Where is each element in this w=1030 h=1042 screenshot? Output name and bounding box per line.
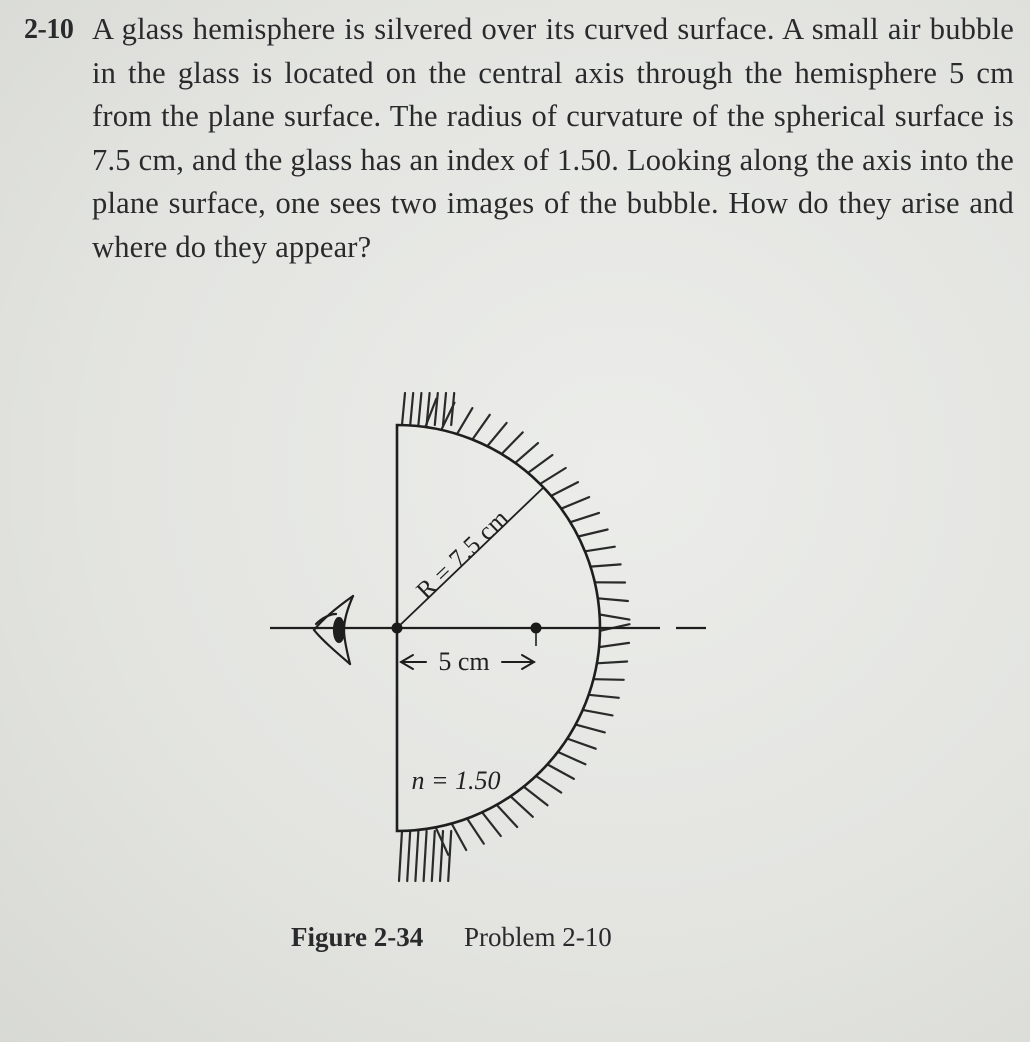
hatch-mark: [482, 812, 501, 836]
hatch-mark: [593, 679, 623, 680]
hatch-mark: [599, 643, 629, 647]
hatch-mark: [497, 805, 518, 827]
hatch-mark: [448, 831, 451, 881]
hatch-mark: [597, 662, 627, 664]
hatch-mark: [515, 443, 538, 463]
hatch-mark: [399, 831, 402, 881]
index-label: n = 1.50: [411, 766, 501, 795]
plane-center-dot: [392, 623, 403, 634]
figure-caption: [291, 922, 612, 953]
distance-label: 5 cm: [438, 647, 490, 676]
hatch-mark: [524, 787, 548, 806]
silvering-hatch-marks: [399, 393, 630, 881]
hatch-mark: [589, 695, 619, 698]
hatch-mark: [418, 393, 421, 425]
caption-problem-ref: Problem 2-10: [463, 922, 612, 952]
hatch-mark: [591, 564, 621, 566]
hatch-mark: [567, 739, 595, 749]
radius-label: R = 7.5 cm: [411, 504, 515, 605]
caption-figure-number: Figure 2-34: [291, 922, 424, 952]
problem-number: 2-10: [24, 14, 74, 45]
hatch-mark: [407, 831, 410, 881]
hatch-mark: [511, 796, 533, 817]
distance-arrow-left: [401, 655, 426, 669]
hatch-mark: [547, 764, 574, 779]
hatch-mark: [561, 497, 589, 509]
hatch-mark: [583, 710, 613, 716]
hatch-mark: [502, 432, 523, 454]
hatch-mark: [558, 752, 586, 764]
hatch-mark: [536, 776, 561, 793]
hatch-mark: [540, 468, 566, 484]
hatch-mark: [570, 513, 599, 522]
hatch-mark: [402, 393, 405, 425]
eye-icon: [314, 596, 353, 664]
hatch-mark: [410, 393, 413, 425]
hatch-mark: [528, 455, 552, 473]
hatch-mark: [457, 408, 472, 434]
problem-text: A glass hemisphere is silvered over its curved surface. A small air bubble in the glass is located on the central axis through the hemisphere 5 cm from the plane surface. The radius of curvature of the spherical surface is 7.5 cm, and the glass has an index of 1.50. Looking along the axis into the plane surface, one sees two images of the bubble. How do they arise and where do they appear?: [92, 12, 1014, 264]
hatch-mark: [415, 831, 418, 881]
hatch-mark: [472, 415, 489, 440]
hatch-mark: [432, 831, 435, 881]
distance-arrow-right: [502, 655, 534, 669]
hatch-mark: [551, 482, 578, 496]
hatch-mark: [585, 547, 615, 552]
hatch-mark: [578, 530, 607, 537]
hatch-mark: [487, 423, 506, 446]
hatch-mark: [424, 831, 427, 881]
hatch-mark: [600, 615, 630, 620]
hatch-mark: [467, 819, 484, 844]
hatch-mark: [576, 725, 605, 733]
hatch-mark: [598, 598, 628, 601]
hatch-mark: [452, 824, 467, 851]
